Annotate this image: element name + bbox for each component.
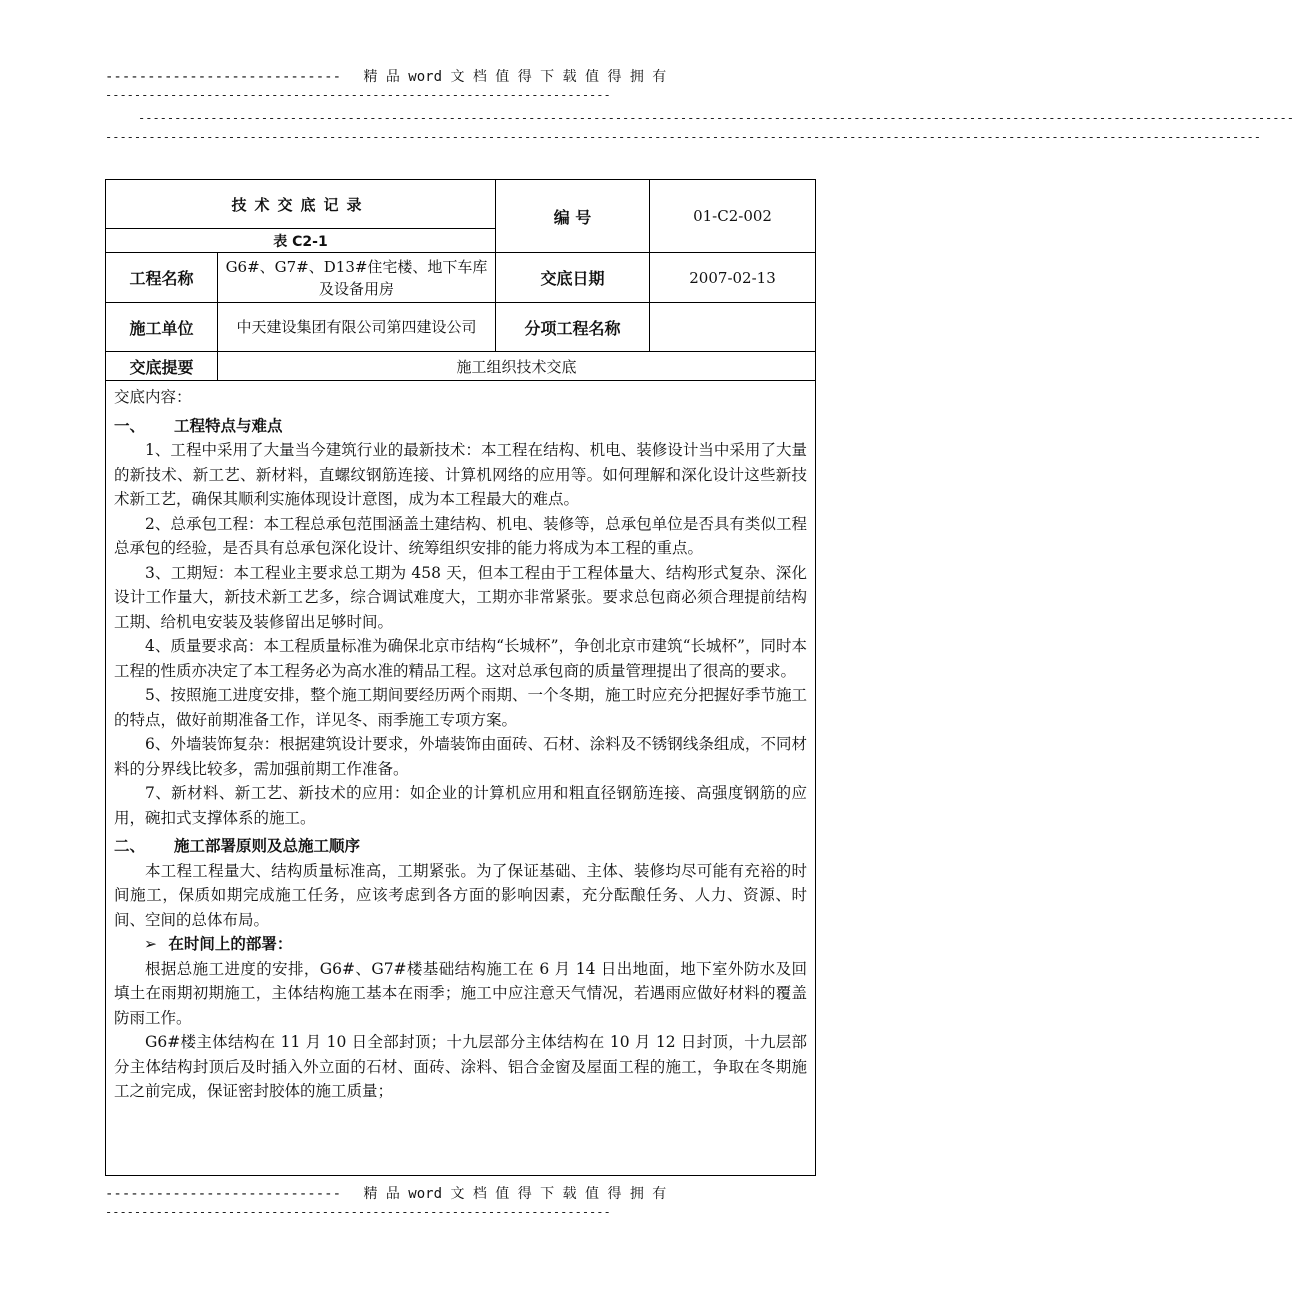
header-dash-line: ----------------------------------------------------------------------: [105, 88, 611, 102]
date-value: 2007-02-13: [650, 253, 816, 303]
header-dash-line-2b: ----------------------------------------------------------------------------------------------------------------------------------------------------------------: [105, 130, 1261, 144]
paragraph-3: 3、工期短：本工程业主要求总工期为 458 天，但本工程由于工程体量大、结构形式复杂、深化设计工作量大，新技术新工艺多，综合调试难度大，工期亦非常紧张。要求总包商必须合理提前结构工期、给机电安装及装修留出足够时间。: [114, 563, 808, 631]
summary-value: 施工组织技术交底: [218, 352, 816, 381]
construction-unit-value: 中天建设集团有限公司第四建设公司: [218, 303, 496, 352]
code-label: 编 号: [496, 180, 650, 253]
footer-dash-left: ----------------------------: [105, 1186, 342, 1202]
paragraph-5: 5、按照施工进度安排，整个施工期间要经历两个雨期、一个冬期，施工时应充分把握好季节施工的特点，做好前期准备工作，详见冬、雨季施工专项方案。: [114, 686, 808, 729]
header-dash-left: ----------------------------: [105, 69, 342, 85]
technical-disclosure-form: [105, 179, 816, 1176]
header-text: 精 品 word 文 档 值 得 下 载 值 得 拥 有: [363, 69, 667, 85]
section-2-title: 施工部署原则及总施工顺序: [174, 837, 361, 855]
date-label: 交底日期: [496, 253, 650, 303]
paragraph-9: 根据总施工进度的安排，G6#、G7#楼基础结构施工在 6 月 14 日出地面，地下室外防水及回填土在雨期初期施工，主体结构施工基本在雨季；施工中应注意天气情况，若遇雨应做好材料的覆盖防雨工作。: [114, 959, 808, 1027]
construction-unit-label: 施工单位: [106, 303, 218, 352]
footer-dash-line: ----------------------------------------------------------------------: [105, 1205, 611, 1219]
subsection-time-heading: [114, 932, 807, 957]
paragraph-6: 6、外墙装饰复杂：根据建筑设计要求，外墙装饰由面砖、石材、涂料及不锈钢线条组成，不同材料的分界线比较多，需加强前期工作准备。: [114, 735, 808, 778]
section-1-title: 工程特点与难点: [174, 416, 283, 435]
summary-label: 交底提要: [106, 352, 218, 381]
project-name-label: 工程名称: [106, 253, 218, 303]
page-footer: [105, 1184, 817, 1204]
paragraph-4: 4、质量要求高：本工程质量标准为确保北京市结构“长城杯”，争创北京市建筑“长城杯”，同时本工程的性质亦决定了本工程务必为高水准的精品工程。这对总承包商的质量管理提出了很高的要求。: [114, 637, 808, 680]
footer-text: 精 品 word 文 档 值 得 下 载 值 得 拥 有: [363, 1186, 667, 1202]
paragraph-8: 本工程工程量大、结构质量标准高，工期紧张。为了保证基础、主体、装修均尽可能有充裕的时间施工，保质如期完成施工任务，应该考虑到各方面的影响因素，充分酝酿任务、人力、资源、时间、空间的总体布局。: [114, 861, 808, 929]
table-number: 表 C2-1: [106, 229, 496, 253]
content-intro: 交底内容：: [114, 388, 192, 406]
code-value: 01-C2-002: [650, 180, 816, 253]
form-title: 技术交底记录: [106, 180, 496, 229]
paragraph-7: 7、新材料、新工艺、新技术的应用：如企业的计算机应用和粗直径钢筋连接、高强度钢筋的应用，碗扣式支撑体系的施工。: [114, 784, 808, 827]
paragraph-2: 2、总承包工程：本工程总承包范围涵盖土建结构、机电、装修等，总承包单位是否具有类似工程总承包的经验，是否具有总承包深化设计、统筹组织安排的能力将成为本工程的重点。: [114, 514, 808, 557]
subsection-time-title: 在时间上的部署：: [168, 935, 293, 953]
paragraph-1: 1、工程中采用了大量当今建筑行业的最新技术：本工程在结构、机电、装修设计当中采用了大量的新技术、新工艺、新材料，直螺纹钢筋连接、计算机网络的应用等。如何理解和深化设计这些新技术新工艺，确保其顺利实施体现设计意图，成为本工程最大的难点。: [114, 441, 808, 508]
section-2-heading: [114, 834, 807, 859]
section-1-heading: [114, 414, 807, 439]
project-name-value: G6#、G7#、D13#住宅楼、地下车库及设备用房: [218, 253, 496, 303]
page-header: [105, 67, 817, 87]
header-dash-line-2a: ----------------------------------------------------------------------------------------------------------------------------------------------------------------: [138, 111, 1294, 125]
subproject-label: 分项工程名称: [496, 303, 650, 352]
paragraph-10: G6#楼主体结构在 11 月 10 日全部封顶；十九层部分主体结构在 10 月 12 日封顶，十九层部分主体结构封顶后及时插入外立面的石材、面砖、涂料、铝合金窗及屋面工程的施工，争取在冬期施工之前完成，保证密封胶体的施工质量；: [114, 1033, 808, 1100]
subproject-value: [650, 303, 816, 352]
arrow-bullet-icon: ➢: [144, 935, 157, 953]
disclosure-content: [106, 381, 816, 1176]
section-2-number: 二、: [114, 837, 146, 855]
section-1-number: 一、: [114, 416, 146, 435]
